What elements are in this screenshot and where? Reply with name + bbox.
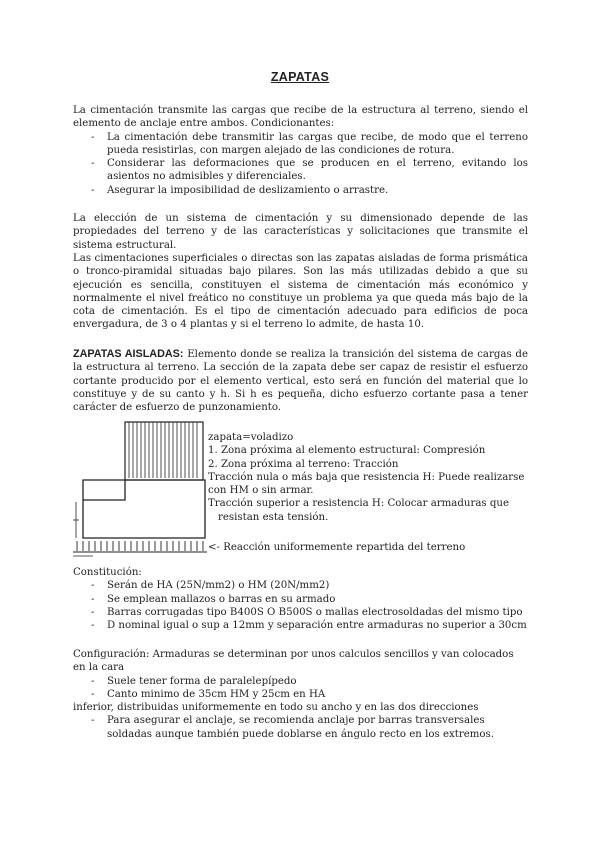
zapata-diagram xyxy=(73,420,208,562)
figure-line: 1. Zona próxima al elemento estructural: Compresión xyxy=(208,445,486,457)
intro-paragraph xyxy=(73,104,528,197)
zapata-shape xyxy=(83,480,205,538)
list-item: - Suele tener forma de paralelepípedo xyxy=(91,675,297,687)
reaction-label: <- Reacción uniformemente repartida del terreno xyxy=(208,542,466,553)
constitucion-heading: Constitución: xyxy=(73,567,142,578)
figure-notes xyxy=(208,431,528,524)
superficiales-paragraph: Las cimentaciones superficiales o directas son las zapatas aisladas de forma prismática o tronco-piramidal situadas bajo pilares. Son las más utilizadas debido a que su ejecución es sencilla, constituyen el sistema de cimentación más económico y normalmente el nivel freático no constituye un problema ya que queda más bajo de la cota de cimentación. Es el tipo de cimentación adecuado para edificios de poca envergadura, de 3 o 4 plantas y si el terreno lo admite, de hasta 10. xyxy=(73,253,528,331)
configuracion-section xyxy=(73,648,528,741)
pilar-shape xyxy=(125,422,203,480)
aisladas-text: Elemento donde se realiza la transición del sistema de cargas de la estructura al terreno. La sección de la zapata debe ser capaz de resistir el esfuerzo cortante producido por el elemento vertical, esto será en función del material que lo constituye y de su canto y h. Si h es pequeña, dicho esfuerzo cortante pasa a tener carácter de esfuerzo de punzonamiento. xyxy=(73,349,528,414)
figure-line: con HM o sin armar. xyxy=(208,485,314,497)
figure-line: resistan esta tensión. xyxy=(218,511,329,523)
configuracion-inferior: inferior, distribuidas uniformemente en todo su ancho y en las dos direcciones xyxy=(73,702,479,714)
figure-line: Tracción nula o más baja que resistencia H: Puede realizarse xyxy=(208,471,525,483)
list-item: - La cimentación debe transmitir las cargas que recibe, de modo que el terreno pueda resistirlas, con margen alejado de las condiciones de rotura. xyxy=(91,131,528,156)
figure-line: zapata=voladizo xyxy=(208,432,294,443)
constitucion-section xyxy=(73,566,528,632)
reaction-arrows xyxy=(73,541,207,552)
list-item: - D nominal igual o sup a 12mm y separación entre armaduras no superior a 30cm xyxy=(91,620,527,632)
figure-line: Tracción superior a resistencia H: Colocar armaduras que xyxy=(208,498,509,510)
list-item: - Se emplean mallazos o barras en su armado xyxy=(91,593,336,605)
list-item: - Para asegurar el anclaje, se recomienda anclaje por barras transversales soldadas aunque también puede doblarse en ángulo recto en los extremos. xyxy=(91,715,494,740)
list-item: - Considerar las deformaciones que se producen en el terreno, evitando los asientos no admisibles y diferenciales. xyxy=(91,158,528,183)
page-title: ZAPATAS xyxy=(270,70,330,84)
intro-text: La cimentación transmite las cargas que recibe de la estructura al terreno, siendo el elemento de anclaje entre ambos. Condicionantes: xyxy=(73,105,528,130)
list-item: - Canto minimo de 35cm HM y 25cm en HA xyxy=(91,688,326,700)
list-item: - Barras corrugadas tipo B400S O B500S o mallas electrosoldadas del mismo tipo xyxy=(91,606,523,618)
figure-line: 2. Zona próxima al terreno: Tracción xyxy=(208,458,399,470)
aisladas-paragraph xyxy=(73,348,528,414)
eleccion-paragraph: La elección de un sistema de cimentación y su dimensionado depende de las propiedades del terreno y de las características y solicitaciones que transmite el sistema estructural. xyxy=(73,213,528,251)
configuracion-text: Configuración: Armaduras se determinan por unos calculos sencillos y van colocados en la cara xyxy=(73,649,514,674)
aisladas-heading: ZAPATAS AISLADAS: xyxy=(73,348,184,360)
list-item: - Asegurar la imposibilidad de deslizamiento o arrastre. xyxy=(91,184,389,196)
list-item: - Serán de HA (25N/mm2) o HM (20N/mm2) xyxy=(91,580,330,592)
